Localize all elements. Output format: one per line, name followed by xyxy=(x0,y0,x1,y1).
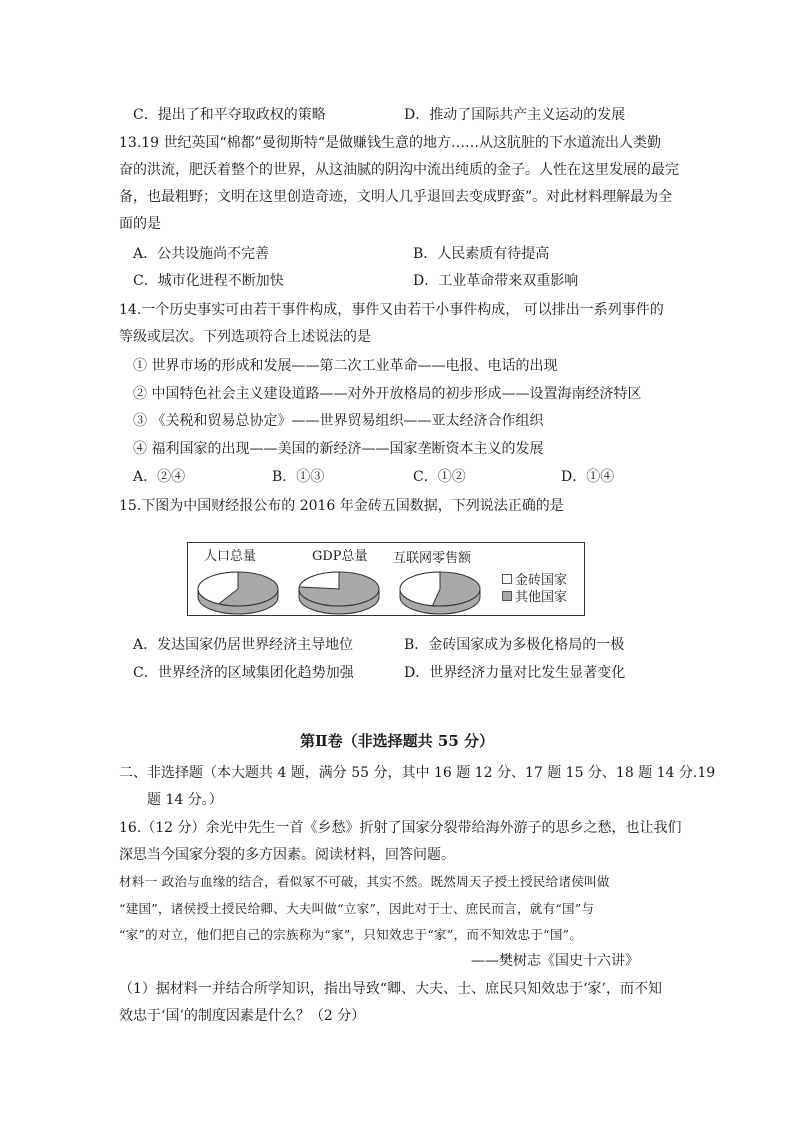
q15-stem: 15.下图为中国财经报公布的 2016 年金砖五国数据，下列说法正确的是 xyxy=(119,498,564,514)
q13-option-b: B．人民素质有待提高 xyxy=(413,246,550,262)
pie-1 xyxy=(299,572,379,614)
legend-swatch-others xyxy=(502,591,512,601)
q14-option-b: B．①③ xyxy=(272,469,325,485)
q16-sub1-line-1: （1）据材料一并结合所学知识，指出导致“卿、大夫、士、庶民只知效忠于‘家’，而不知 xyxy=(119,981,662,997)
q13-option-c: C．城市化进程不断加快 xyxy=(133,273,284,289)
q14-option-d: D．①④ xyxy=(561,469,615,485)
part2-heading-line-1: 二、非选择题（本大题共 4 题，满分 55 分，其中 16 题 12 分、17 题 15 分、18 题 14 分.19 xyxy=(119,765,716,781)
q14-stem-line-1: 14.一个历史事实可由若干事件构成，事件又由若干小事件构成， 可以排出一系列事件的 xyxy=(119,302,664,318)
q14-item-4: ④ 福利国家的出现——美国的新经济——国家垄断资本主义的发展 xyxy=(133,441,544,457)
q16-material-line-1: 材料一 政治与血缘的结合，看似冢不可破，其实不然。既然周天子授土授民给诸侯叫做 xyxy=(119,874,610,889)
legend-others xyxy=(502,590,567,606)
q14-option-a: A．②④ xyxy=(133,469,186,485)
q13-stem-line-4: 面的是 xyxy=(119,216,161,232)
q16-material-line-2: “建国”，诸侯授土授民给卿、大夫叫做“立家”，因此对于士、庶民而言，就有“国”与 xyxy=(119,901,595,916)
q13-stem-line-2: 奋的洪流，肥沃着整个的世界，从这油腻的阴沟中流出纯质的金子。人性在这里发展的最完 xyxy=(119,162,679,178)
legend-brics xyxy=(502,573,567,589)
part2-heading-line-2: 题 14 分。） xyxy=(147,792,223,808)
q12-option-d: D．推动了国际共产主义运动的发展 xyxy=(404,107,626,123)
q16-sub1-line-2: 效忠于‘国’的制度因素是什么？（2 分） xyxy=(119,1008,366,1024)
q14-stem-line-2: 等级或层次。下列选项符合上述说法的是 xyxy=(119,329,371,345)
legend-label-brics: 金砖国家 xyxy=(515,573,568,588)
legend-label-others: 其他国家 xyxy=(515,590,568,605)
q16-stem-line-2: 深思当今国家分裂的多方因素。阅读材料，回答问题。 xyxy=(119,847,455,863)
q13-stem-line-3: 备，也最粗野；文明在这里创造奇迹，文明人几乎退回去变成野蛮”。对此材料理解最为全 xyxy=(119,189,673,205)
q15-option-b: B．金砖国家成为多极化格局的一极 xyxy=(404,637,625,653)
q14-item-1: ① 世界市场的形成和发展——第二次工业革命——电报、电话的出现 xyxy=(133,358,558,374)
q16-source: ——樊树志《国史十六讲》 xyxy=(471,953,639,969)
legend-swatch-brics xyxy=(502,574,512,584)
q16-material-line-3: “家”的对立，他们把自己的宗族称为“家”，只知效忠于“家”，而不知效忠于“国”。 xyxy=(119,927,583,942)
q13-option-a: A．公共设施尚不完善 xyxy=(133,246,270,262)
pie-label-gdp: GDP总量 xyxy=(312,549,368,564)
pie-0 xyxy=(198,572,278,614)
q15-option-d: D．世界经济力量对比发生显著变化 xyxy=(404,665,626,681)
brics-pie-chart xyxy=(187,542,585,616)
q13-option-d: D．工业革命带来双重影响 xyxy=(413,273,579,289)
q14-item-2: ② 中国特色社会主义建设道路——对外开放格局的初步形成——设置海南经济特区 xyxy=(133,386,642,402)
q15-option-a: A．发达国家仍居世界经济主导地位 xyxy=(133,637,354,653)
part2-title: 第Ⅱ卷（非选择题共 55 分） xyxy=(300,732,494,750)
pie-label-internet-retail: 互联网零售额 xyxy=(393,551,472,566)
q15-option-c: C．世界经济的区域集团化趋势加强 xyxy=(133,665,354,681)
q14-item-3: ③ 《关税和贸易总协定》——世界贸易组织——亚太经济合作组织 xyxy=(133,413,544,429)
q14-option-c: C．①② xyxy=(413,469,466,485)
pie-2 xyxy=(400,572,480,614)
q12-option-c: C．提出了和平夺取政权的策略 xyxy=(133,107,326,123)
q16-stem-line-1: 16.（12 分）余光中先生一首《乡愁》折射了国家分裂带给海外游子的思乡之愁，也让我们 xyxy=(119,820,682,836)
q13-stem-line-1: 13.19 世纪英国“棉都”曼彻斯特“是做赚钱生意的地方……从这肮脏的下水道流出人类勤 xyxy=(119,135,661,151)
pie-label-population: 人口总量 xyxy=(204,549,257,564)
pie-slice-brics-1 xyxy=(299,572,339,589)
